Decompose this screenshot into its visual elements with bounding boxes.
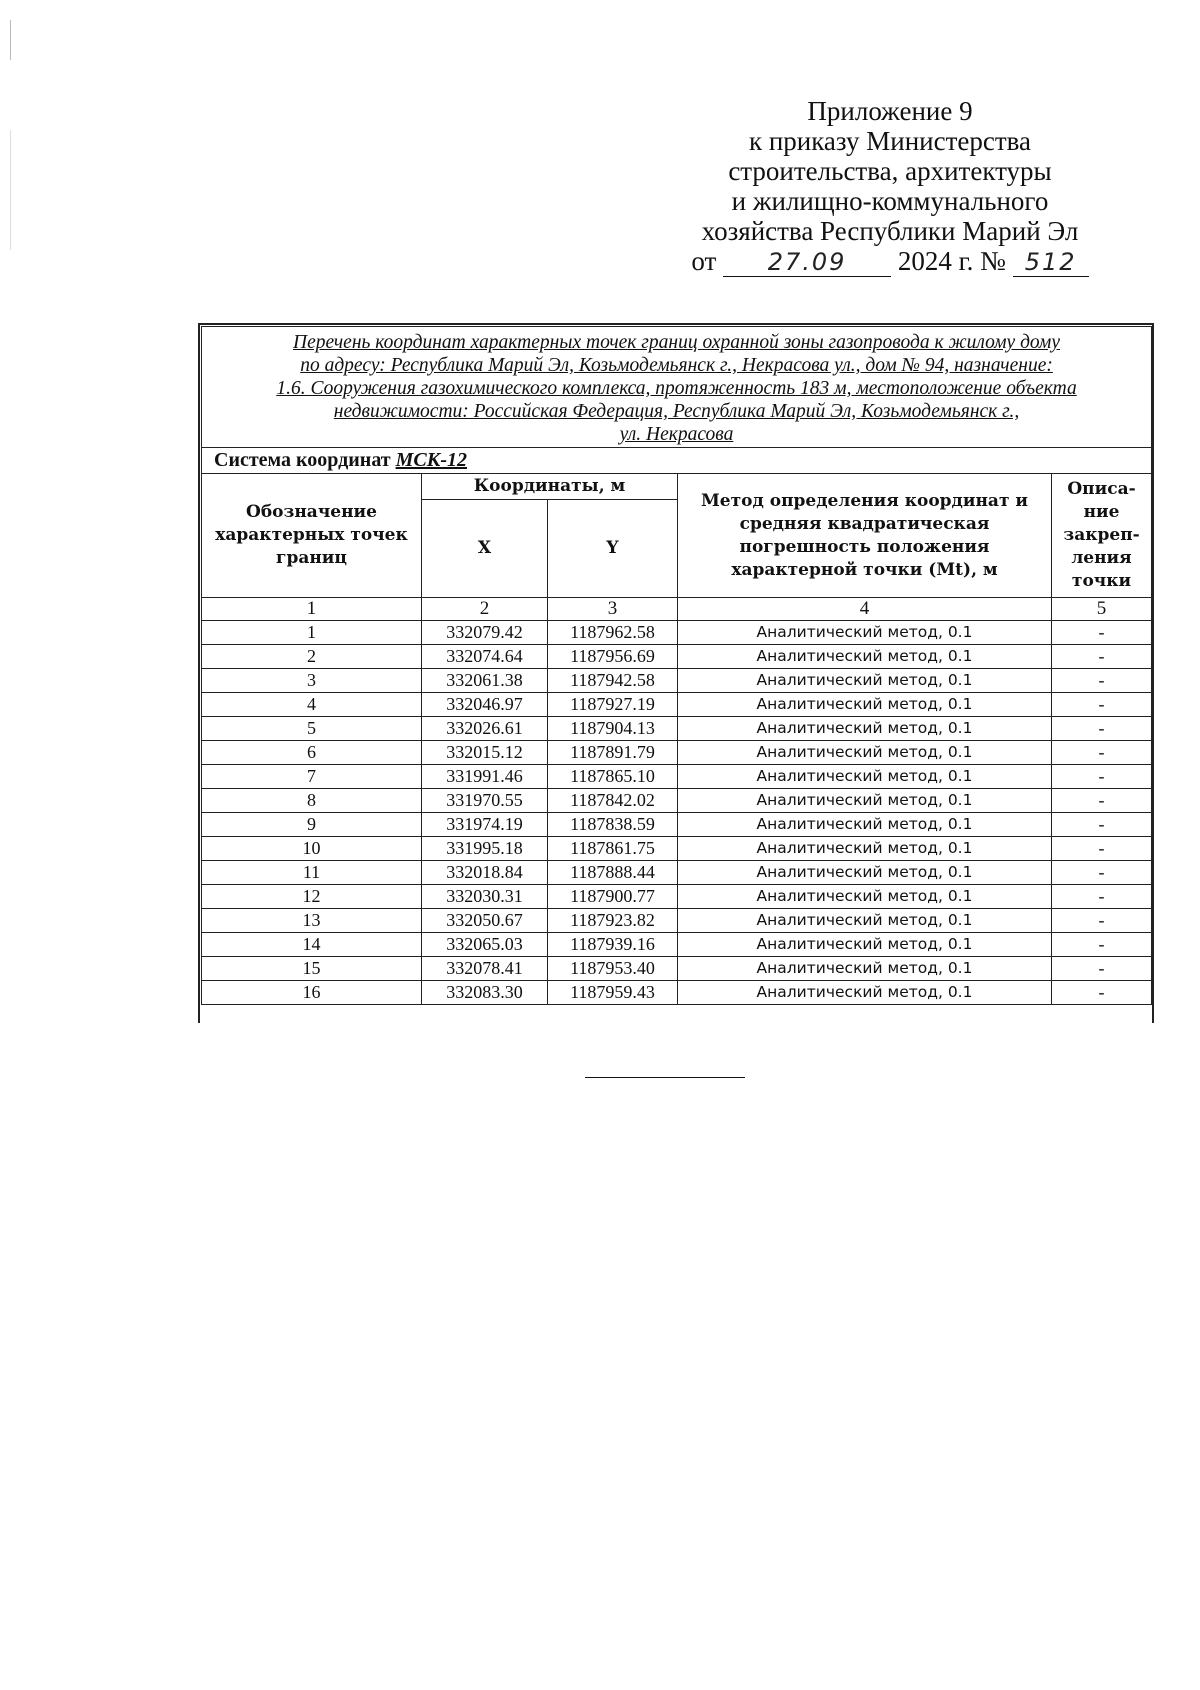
header-designation: Обозначение характерных точек границ [202, 474, 422, 598]
coord-x: 331974.19 [422, 813, 548, 837]
column-number: 3 [548, 598, 678, 621]
method-cell: Аналитический метод, 0.1 [678, 765, 1052, 789]
heading-line: 1.6. Сооружения газохимического комплекса, протяженность 183 м, местоположение объекта [276, 378, 1077, 399]
table-row [202, 765, 1152, 789]
point-number: 12 [202, 885, 422, 909]
table-row [202, 645, 1152, 669]
table-row [202, 957, 1152, 981]
coord-x: 332074.64 [422, 645, 548, 669]
scan-artifact [10, 20, 11, 60]
point-number: 16 [202, 981, 422, 1005]
description-cell: - [1052, 789, 1152, 813]
table-row [202, 861, 1152, 885]
coord-y: 1187923.82 [548, 909, 678, 933]
description-cell: - [1052, 909, 1152, 933]
approval-block [640, 96, 1140, 277]
table-row [202, 717, 1152, 741]
method-cell: Аналитический метод, 0.1 [678, 933, 1052, 957]
system-label: Система координат [214, 449, 391, 471]
end-separator-line [585, 1077, 745, 1078]
method-cell: Аналитический метод, 0.1 [678, 909, 1052, 933]
method-cell: Аналитический метод, 0.1 [678, 789, 1052, 813]
description-cell: - [1052, 693, 1152, 717]
column-number: 1 [202, 598, 422, 621]
point-number: 6 [202, 741, 422, 765]
coord-x: 332018.84 [422, 861, 548, 885]
point-number: 2 [202, 645, 422, 669]
description-cell: - [1052, 933, 1152, 957]
heading-line: недвижимости: Российская Федерация, Республика Марий Эл, Козьмодемьянск г., [333, 401, 1020, 422]
heading-line: Перечень координат характерных точек границ охранной зоны газопровода к жилому дому [292, 332, 1061, 353]
coord-x: 332061.38 [422, 669, 548, 693]
coord-y: 1187956.69 [548, 645, 678, 669]
description-cell: - [1052, 669, 1152, 693]
handwritten-date: 27.09 [723, 248, 891, 277]
description-cell: - [1052, 885, 1152, 909]
header-y: Y [548, 500, 678, 598]
method-cell: Аналитический метод, 0.1 [678, 957, 1052, 981]
point-number: 1 [202, 621, 422, 645]
coord-y: 1187842.02 [548, 789, 678, 813]
coord-y: 1187838.59 [548, 813, 678, 837]
coord-y: 1187891.79 [548, 741, 678, 765]
coord-y: 1187962.58 [548, 621, 678, 645]
table-row [202, 813, 1152, 837]
description-cell: - [1052, 717, 1152, 741]
coord-y: 1187861.75 [548, 837, 678, 861]
method-cell: Аналитический метод, 0.1 [678, 621, 1052, 645]
description-cell: - [1052, 861, 1152, 885]
coord-y: 1187942.58 [548, 669, 678, 693]
table-row [202, 885, 1152, 909]
scan-artifact [10, 130, 11, 250]
description-cell: - [1052, 813, 1152, 837]
coordinate-system-row [202, 448, 1152, 474]
approval-line: строительства, архитектуры [728, 156, 1052, 186]
coord-y: 1187900.77 [548, 885, 678, 909]
coord-x: 331970.55 [422, 789, 548, 813]
description-cell: - [1052, 981, 1152, 1005]
approval-line: и жилищно-коммунального [731, 186, 1049, 216]
method-cell: Аналитический метод, 0.1 [678, 861, 1052, 885]
method-cell: Аналитический метод, 0.1 [678, 837, 1052, 861]
method-cell: Аналитический метод, 0.1 [678, 813, 1052, 837]
table-row [202, 837, 1152, 861]
table-row [202, 693, 1152, 717]
coord-y: 1187927.19 [548, 693, 678, 717]
column-number: 4 [678, 598, 1052, 621]
coord-y: 1187904.13 [548, 717, 678, 741]
point-number: 10 [202, 837, 422, 861]
coord-y: 1187865.10 [548, 765, 678, 789]
coord-y: 1187959.43 [548, 981, 678, 1005]
coord-x: 332065.03 [422, 933, 548, 957]
table-row [202, 909, 1152, 933]
approval-date-line [640, 246, 1140, 277]
point-number: 11 [202, 861, 422, 885]
method-cell: Аналитический метод, 0.1 [678, 717, 1052, 741]
coord-y: 1187953.40 [548, 957, 678, 981]
point-number: 7 [202, 765, 422, 789]
description-cell: - [1052, 837, 1152, 861]
approval-line: к приказу Министерства [748, 126, 1032, 156]
description-cell: - [1052, 645, 1152, 669]
description-cell: - [1052, 741, 1152, 765]
handwritten-order-number: 512 [1013, 248, 1089, 277]
heading-line: ул. Некрасова [619, 424, 734, 445]
approval-line: хозяйства Республики Марий Эл [701, 216, 1079, 246]
table-row [202, 669, 1152, 693]
coord-x: 332083.30 [422, 981, 548, 1005]
column-number: 5 [1052, 598, 1152, 621]
description-cell: - [1052, 621, 1152, 645]
method-cell: Аналитический метод, 0.1 [678, 981, 1052, 1005]
table-row [202, 621, 1152, 645]
point-number: 14 [202, 933, 422, 957]
method-cell: Аналитический метод, 0.1 [678, 885, 1052, 909]
method-cell: Аналитический метод, 0.1 [678, 693, 1052, 717]
coord-x: 332050.67 [422, 909, 548, 933]
point-number: 9 [202, 813, 422, 837]
table-row [202, 981, 1152, 1005]
coord-x: 332079.42 [422, 621, 548, 645]
header-method: Метод определения координат и средняя квадратическая погрешность положения характерной точки (Mt), м [678, 474, 1052, 598]
point-number: 3 [202, 669, 422, 693]
method-cell: Аналитический метод, 0.1 [678, 741, 1052, 765]
point-number: 13 [202, 909, 422, 933]
coordinates-table [201, 326, 1152, 1005]
column-numbers-row [202, 598, 1152, 621]
coord-x: 332026.61 [422, 717, 548, 741]
approval-line: Приложение 9 [807, 96, 973, 126]
coord-x: 332030.31 [422, 885, 548, 909]
description-cell: - [1052, 765, 1152, 789]
method-cell: Аналитический метод, 0.1 [678, 669, 1052, 693]
header-x: X [422, 500, 548, 598]
table-heading [202, 327, 1152, 448]
table-row [202, 741, 1152, 765]
coord-x: 331991.46 [422, 765, 548, 789]
header-description: Описа- ние закреп- ления точки [1052, 474, 1152, 598]
table-row [202, 789, 1152, 813]
description-cell: - [1052, 957, 1152, 981]
coord-x: 332015.12 [422, 741, 548, 765]
column-number: 2 [422, 598, 548, 621]
coord-y: 1187888.44 [548, 861, 678, 885]
point-number: 15 [202, 957, 422, 981]
method-cell: Аналитический метод, 0.1 [678, 645, 1052, 669]
point-number: 5 [202, 717, 422, 741]
heading-line: по адресу: Республика Марий Эл, Козьмодемьянск г., Некрасова ул., дом № 94, назначение: [300, 355, 1053, 376]
header-coordinates: Координаты, м [422, 474, 678, 500]
table-row [202, 933, 1152, 957]
date-prefix: от [691, 246, 717, 276]
coord-x: 332078.41 [422, 957, 548, 981]
coord-x: 332046.97 [422, 693, 548, 717]
year-text: 2024 г. № [897, 246, 1006, 276]
point-number: 4 [202, 693, 422, 717]
point-number: 8 [202, 789, 422, 813]
system-value: МСК-12 [395, 449, 467, 471]
coord-y: 1187939.16 [548, 933, 678, 957]
coord-x: 331995.18 [422, 837, 548, 861]
